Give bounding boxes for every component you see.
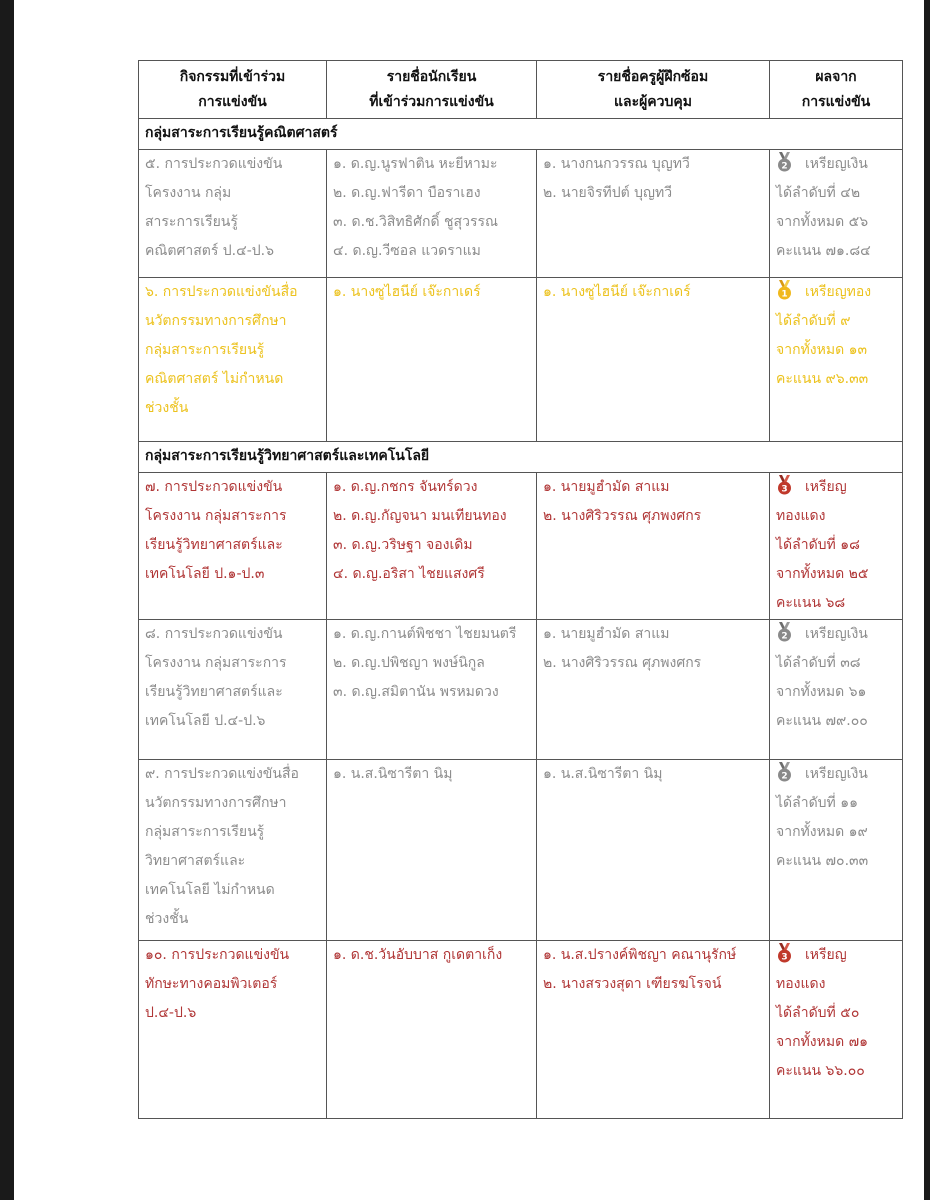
group-row-science (139, 442, 903, 473)
group-title-science: กลุ่มสาระการเรียนรู้วิทยาศาสตร์และเทคโนโลยี (139, 442, 903, 473)
result-cell: 1 เหรียญทอง ได้ลำดับที่ ๙ จากทั้งหมด ๑๓ คะแนน ๙๖.๓๓ (770, 278, 903, 442)
result-cell: 2 เหรียญเงิน ได้ลำดับที่ ๔๒ จากทั้งหมด ๕๖ คะแนน ๗๑.๘๔ (770, 150, 903, 278)
header-result: ผลจาก การแข่งขัน (770, 61, 903, 119)
bronze-medal-icon (776, 475, 793, 495)
header-teachers: รายชื่อครูผู้ฝึกซ้อม และผู้ควบคุม (537, 61, 770, 119)
svg-text:3: 3 (781, 952, 788, 963)
table-row (139, 760, 903, 941)
competition-results-table (138, 60, 903, 1119)
activity-cell: ๗. การประกวดแข่งขัน โครงงาน กลุ่มสาระการ เรียนรู้วิทยาศาสตร์และ เทคโนโลยี ป.๑-ป.๓ (139, 473, 327, 620)
result-cell: 3 เหรียญ ทองแดง ได้ลำดับที่ ๕๐ จากทั้งหมด ๗๑ คะแนน ๖๖.๐๐ (770, 941, 903, 1119)
activity-cell: ๘. การประกวดแข่งขัน โครงงาน กลุ่มสาระการ เรียนรู้วิทยาศาสตร์และ เทคโนโลยี ป.๔-ป.๖ (139, 620, 327, 760)
students-cell: ๑. ด.ญ.กานต์พิชชา ไชยมนตรี ๒. ด.ญ.ปพิชญา พงษ์นิกูล ๓. ด.ญ.สมิตานัน พรหมดวง (327, 620, 537, 760)
svg-text:3: 3 (781, 484, 788, 495)
group-row-math (139, 119, 903, 150)
svg-text:2: 2 (781, 631, 788, 642)
table-row (139, 620, 903, 760)
table-row (139, 150, 903, 278)
svg-text:1: 1 (781, 289, 788, 300)
header-students: รายชื่อนักเรียน ที่เข้าร่วมการแข่งขัน (327, 61, 537, 119)
table-row (139, 473, 903, 620)
activity-cell: ๙. การประกวดแข่งขันสื่อ นวัตกรรมทางการศึกษา กลุ่มสาระการเรียนรู้ วิทยาศาสตร์และ เทคโนโลยี ไม่กำหนด ช่วงชั้น (139, 760, 327, 941)
silver-medal-icon (776, 622, 793, 642)
result-cell: 2 เหรียญเงิน ได้ลำดับที่ ๓๘ จากทั้งหมด ๖๑ คะแนน ๗๙.๐๐ (770, 620, 903, 760)
students-cell: ๑. ด.ช.วันอับบาส กูเดตาเก็ง (327, 941, 537, 1119)
teachers-cell: ๑. น.ส.ปรางค์พิชญา คณานุรักษ์ ๒. นางสรวงสุดา เฑียรฆโรจน์ (537, 941, 770, 1119)
result-cell: 3 เหรียญ ทองแดง ได้ลำดับที่ ๑๘ จากทั้งหมด ๒๕ คะแนน ๖๘ (770, 473, 903, 620)
left-frame-border (0, 0, 14, 1200)
result-cell: 2 เหรียญเงิน ได้ลำดับที่ ๑๑ จากทั้งหมด ๑๙ คะแนน ๗๐.๓๓ (770, 760, 903, 941)
teachers-cell: ๑. นางซูไฮนีย์ เจ๊ะกาเดร์ (537, 278, 770, 442)
teachers-cell: ๑. นางกนกวรรณ บุญทวี ๒. นายจิรทีปต์ บุญทวี (537, 150, 770, 278)
teachers-cell: ๑. นายมูฮำมัด สาแม ๒. นางศิริวรรณ ศุภพงศกร (537, 473, 770, 620)
silver-medal-icon (776, 762, 793, 782)
table-row (139, 941, 903, 1119)
gold-medal-icon (776, 280, 793, 300)
activity-cell: ๖. การประกวดแข่งขันสื่อ นวัตกรรมทางการศึกษา กลุ่มสาระการเรียนรู้ คณิตศาสตร์ ไม่กำหนด ช่วงชั้น (139, 278, 327, 442)
bronze-medal-icon (776, 943, 793, 963)
teachers-cell: ๑. น.ส.นิซารีตา นิมุ (537, 760, 770, 941)
silver-medal-icon (776, 152, 793, 172)
activity-cell: ๕. การประกวดแข่งขัน โครงงาน กลุ่ม สาระการเรียนรู้ คณิตศาสตร์ ป.๔-ป.๖ (139, 150, 327, 278)
table-row (139, 278, 903, 442)
students-cell: ๑. นางซูไฮนีย์ เจ๊ะกาเดร์ (327, 278, 537, 442)
right-frame-border (924, 0, 930, 1200)
table-header-row (139, 61, 903, 119)
header-activity: กิจกรรมที่เข้าร่วม การแข่งขัน (139, 61, 327, 119)
svg-text:2: 2 (781, 771, 788, 782)
svg-text:2: 2 (781, 161, 788, 172)
activity-cell: ๑๐. การประกวดแข่งขัน ทักษะทางคอมพิวเตอร์ ป.๔-ป.๖ (139, 941, 327, 1119)
teachers-cell: ๑. นายมูฮำมัด สาแม ๒. นางศิริวรรณ ศุภพงศกร (537, 620, 770, 760)
students-cell: ๑. ด.ญ.กชกร จันทร์ดวง ๒. ด.ญ.กัญจนา มนเทียนทอง ๓. ด.ญ.วริษฐา จองเดิม ๔. ด.ญ.อริสา ไชยแสงศรี (327, 473, 537, 620)
students-cell: ๑. น.ส.นิซารีตา นิมุ (327, 760, 537, 941)
students-cell: ๑. ด.ญ.นูรฟาติน หะยีหามะ ๒. ด.ญ.ฟารีดา บือราเฮง ๓. ด.ช.วิสิทธิศักดิ์ ชูสุวรรณ ๔. ด.ญ.วีซอล แวดราแม (327, 150, 537, 278)
group-title-math: กลุ่มสาระการเรียนรู้คณิตศาสตร์ (139, 119, 903, 150)
